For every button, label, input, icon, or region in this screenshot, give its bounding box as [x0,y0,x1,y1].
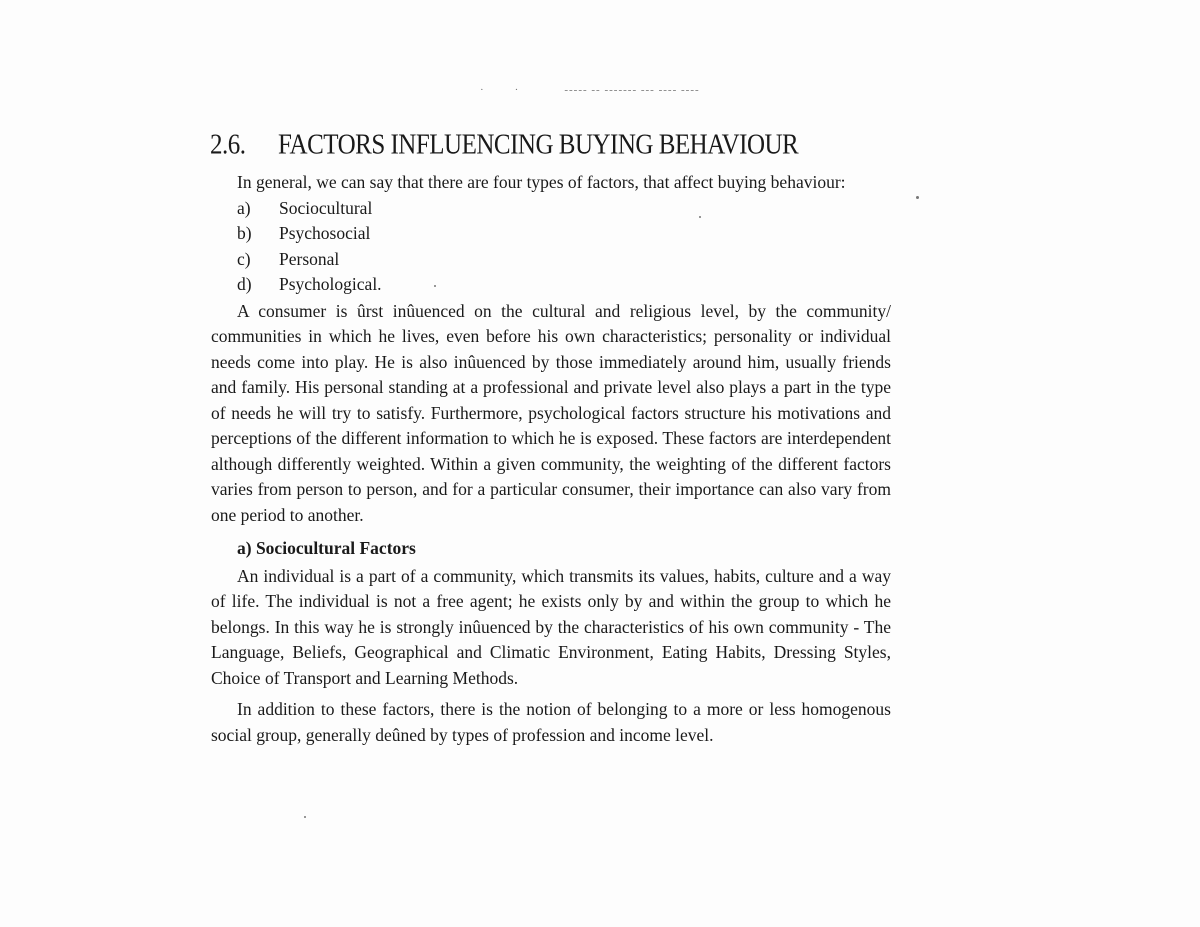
list-label: Psychosocial [279,223,371,243]
list-marker: d) [237,274,252,294]
list-item [237,247,891,273]
scan-speck [916,196,919,199]
list-label: Sociocultural [279,197,373,218]
list-label: Psychological. [279,274,382,294]
list-marker: b) [237,223,252,243]
social-group-paragraph: In addition to these factors, there is the notion of belonging to a more or less homogenous social group, generally deûned by types of profession and income level. [211,699,891,745]
factors-list [211,196,891,298]
list-item [237,221,891,247]
sociocultural-paragraph: An individual is a part of a community, which transmits its values, habits, culture and a way of life. The individual is not a free agent; he exists only by and within the group to which he belongs. In this way he is strongly inûuenced by the characteristics of his own community - The Language, Beliefs, Geographical and Climatic Environment, Eating Habits, Dressing Styles, Choice of Transport and Learning Methods. [211,565,891,688]
scan-speck [434,285,436,287]
list-item [237,272,891,298]
list-item [237,196,891,222]
intro-paragraph: In general, we can say that there are four types of factors, that affect buying behaviour: [237,172,846,192]
cut-off-top-line: · · ‐‐‐‐‐ ‐‐ ‐‐‐‐‐‐‐ ‐‐‐ ‐‐‐‐ ‐‐‐‐ [480,84,700,96]
consumer-influence-paragraph: A consumer is ûrst inûuenced on the cultural and religious level, by the community/ communities in which he lives, even before his own characteristics; personality or individual needs come into play. He is also inûuenced by those immediately around him, usually friends and family. His personal standing at a professional and private level also plays a part in the type of needs he will try to satisfy. Furthermore, psychological factors structure his motivations and perceptions of the different information to which he is exposed. These factors are interdependent although differently weighted. Within a given community, the weighting of the different factors varies from person to person, and for a particular consumer, their importance can also vary from one period to another. [211,300,891,525]
list-marker: c) [237,248,251,269]
body-text [211,170,891,748]
subsection-heading: a) Sociocultural Factors [237,538,416,558]
section-title: FACTORS INFLUENCING BUYING BEHAVIOUR [278,129,799,160]
list-label: Personal [279,248,340,269]
section-number: 2.6. [210,129,246,160]
section-heading [210,130,910,161]
scan-speck [699,216,701,218]
scan-speck [304,816,306,818]
list-marker: a) [237,197,251,218]
